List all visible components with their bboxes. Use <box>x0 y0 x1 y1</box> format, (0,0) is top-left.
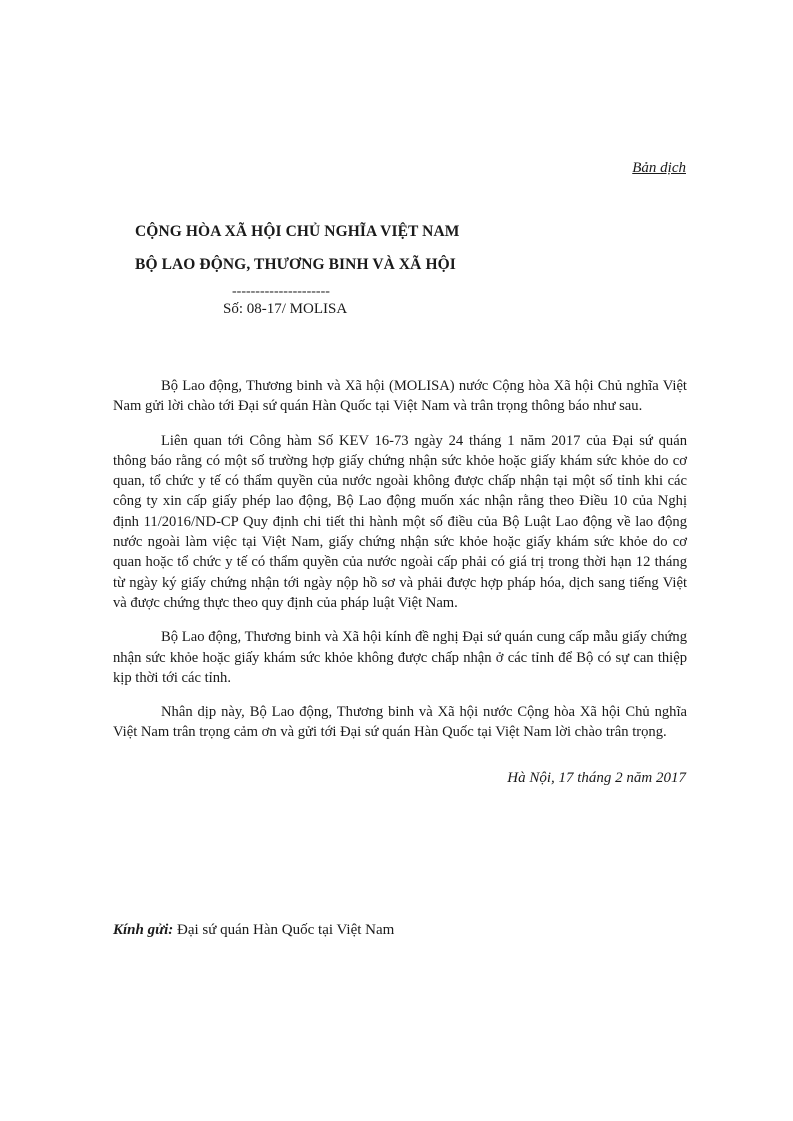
header-separator: --------------------- <box>232 284 330 299</box>
paragraph-request: Bộ Lao động, Thương binh và Xã hội kính đề nghị Đại sứ quán cung cấp mẫu giấy chứng nhận sức khỏe hoặc giấy khám sức khỏe không được chấp nhận ở các tỉnh để Bộ có sự can thiệp kịp thời tới các tỉnh. <box>113 629 687 686</box>
recipient-line <box>113 922 394 939</box>
translation-label: Bản dịch <box>632 160 686 176</box>
recipient-value: Đại sứ quán Hàn Quốc tại Việt Nam <box>177 922 395 938</box>
letter-body <box>113 376 687 757</box>
country-name-heading: CỘNG HÒA XÃ HỘI CHỦ NGHĨA VIỆT NAM <box>135 223 460 240</box>
recipient-label: Kính gửi: <box>113 922 174 938</box>
paragraph-greeting: Bộ Lao động, Thương binh và Xã hội (MOLISA) nước Cộng hòa Xã hội Chủ nghĩa Việt Nam gửi lời chào tới Đại sứ quán Hàn Quốc tại Việt Nam và trân trọng thông báo như sau. <box>113 378 687 415</box>
paragraph-closing: Nhân dịp này, Bộ Lao động, Thương binh và Xã hội nước Cộng hòa Xã hội Chủ nghĩa Việt Nam trân trọng cảm ơn và gửi tới Đại sứ quán Hàn Quốc tại Việt Nam lời chào trân trọng. <box>113 704 687 741</box>
paragraph-regulation: Liên quan tới Công hàm Số KEV 16-73 ngày 24 tháng 1 năm 2017 của Đại sứ quán thông báo rằng có một số trường hợp giấy chứng nhận sức khỏe hoặc giấy khám sức khỏe do cơ quan, tổ chức y tế có thẩm quyền của nước ngoài không được chấp nhận tại một số tỉnh khi các công ty xin cấp giấy phép lao động, Bộ Lao động muốn xác nhận rằng theo Điều 10 của Nghị định 11/2016/ND-CP Quy định chi tiết thi hành một số điều của Bộ Luật Lao động về lao động nước ngoài làm việc tại Việt Nam, giấy chứng nhận sức khỏe hoặc giấy khám sức khỏe do cơ quan hoặc tổ chức y tế có thẩm quyền của nước ngoài cấp phải có giá trị trong thời hạn 12 tháng từ ngày ký giấy chứng nhận tới ngày nộp hồ sơ và phải được hợp pháp hóa, dịch sang tiếng Việt và được chứng thực theo quy định của pháp luật Việt Nam. <box>113 432 687 611</box>
signature-date: Hà Nội, 17 tháng 2 năm 2017 <box>507 770 686 786</box>
ministry-name-heading: BỘ LAO ĐỘNG, THƯƠNG BINH VÀ XÃ HỘI <box>135 256 456 273</box>
document-number: Số: 08-17/ MOLISA <box>223 301 348 317</box>
